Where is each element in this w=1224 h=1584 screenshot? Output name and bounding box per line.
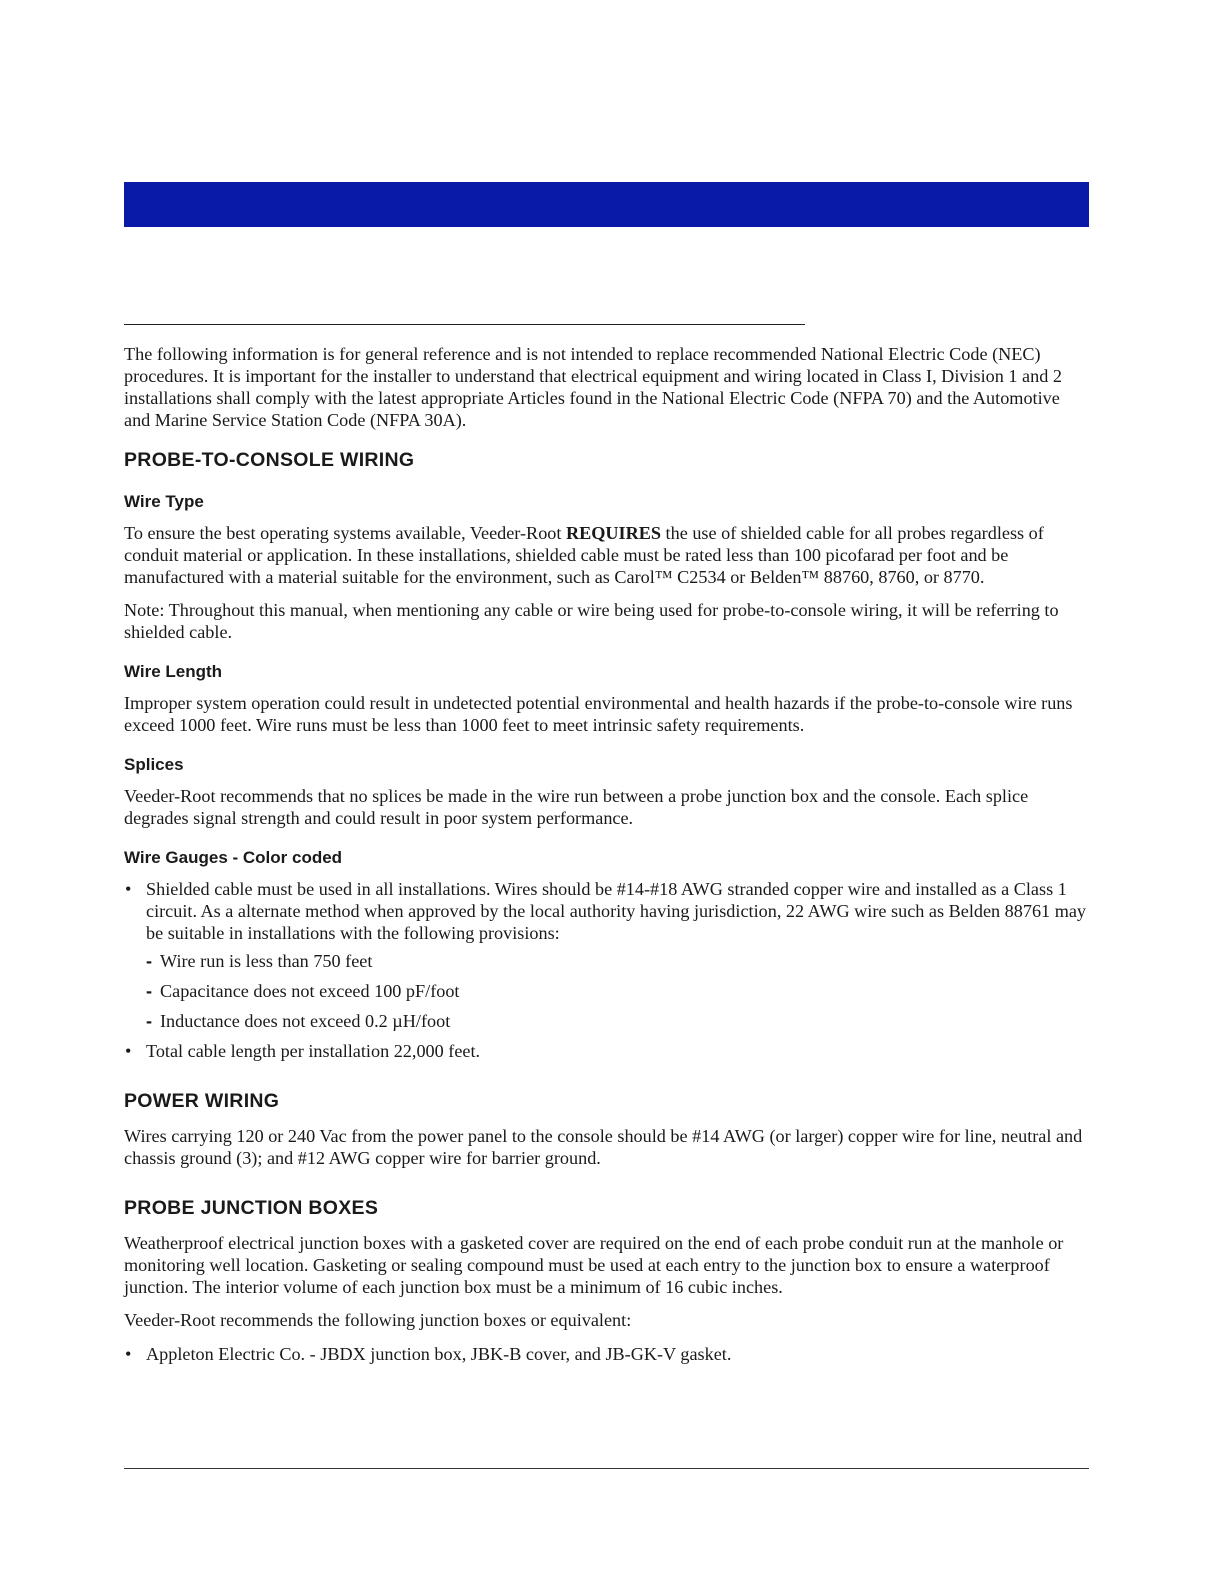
splices-heading: Splices xyxy=(124,755,184,774)
header-band xyxy=(124,182,1089,227)
list-item xyxy=(146,950,1089,972)
page-content xyxy=(124,343,1089,1365)
footer-divider xyxy=(124,1468,1089,1469)
shielded-cable-requirement: Shielded cable must be used in all installations. Wires should be #14-#18 AWG stranded copper wire and installed as a Class 1 circuit. As a alternate method when approved by the local authority having jurisdiction, 22 AWG wire such as Belden 88761 may be suitable in installations with the following provisions: xyxy=(146,879,1087,943)
appleton-junction-box: Appleton Electric Co. - JBDX junction box, JBK-B cover, and JB-GK-V gasket. xyxy=(146,1344,732,1364)
provision-inductance: Inductance does not exceed 0.2 µH/foot xyxy=(160,1011,451,1031)
junction-boxes-paragraph: Weatherproof electrical junction boxes with a gasketed cover are required on the end of each probe conduit run at the manhole or monitoring well location. Gasketing or sealing compound must be used at each entry to the junction box to ensure a waterproof junction. The interior volume of each junction box must be a minimum of 16 cubic inches. xyxy=(124,1233,1064,1297)
bullet-icon: • xyxy=(125,1344,132,1364)
list-item xyxy=(124,878,1089,1032)
shielded-cable-note: Note: Throughout this manual, when mentioning any cable or wire being used for probe-to-console wiring, it will be referring to shielded cable. xyxy=(124,600,1059,642)
provision-capacitance: Capacitance does not exceed 100 pF/foot xyxy=(160,981,460,1001)
bullet-icon: • xyxy=(125,1041,132,1061)
section-divider xyxy=(124,324,805,325)
wire-length-heading: Wire Length xyxy=(124,662,223,681)
bullet-icon: • xyxy=(125,879,132,899)
list-item xyxy=(146,1010,1089,1032)
junction-boxes-heading: PROBE JUNCTION BOXES xyxy=(124,1197,379,1219)
wire-gauges-heading: Wire Gauges - Color coded xyxy=(124,848,343,867)
list-item xyxy=(124,1040,1089,1062)
dash-icon: - xyxy=(146,1011,153,1031)
list-item xyxy=(124,1343,1089,1365)
wire-type-paragraph xyxy=(124,522,1089,588)
wire-gauges-list xyxy=(124,878,1089,1062)
intro-paragraph: The following information is for general reference and is not intended to replace recommended National Electric Code (NEC) procedures. It is important for the installer to understand that electrical equipment and wiring located in Class I, Division 1 and 2 installations shall comply with the latest appropriate Articles found in the National Electric Code (NFPA 70) and the Automotive and Marine Service Station Code (NFPA 30A). xyxy=(124,344,1062,430)
provision-wire-run: Wire run is less than 750 feet xyxy=(160,951,373,971)
power-wiring-paragraph: Wires carrying 120 or 240 Vac from the power panel to the console should be #14 AWG (or larger) copper wire for line, neutral and chassis ground (3); and #12 AWG copper wire for barrier ground. xyxy=(124,1126,1083,1168)
splices-paragraph: Veeder-Root recommends that no splices be made in the wire run between a probe junction box and the console. Each splice degrades signal strength and could result in poor system performance. xyxy=(124,786,1029,828)
dash-icon: - xyxy=(146,951,153,971)
probe-wiring-heading: PROBE-TO-CONSOLE WIRING xyxy=(124,449,415,471)
wire-type-text-before: To ensure the best operating systems available, Veeder-Root xyxy=(124,523,566,543)
junction-boxes-list xyxy=(124,1343,1089,1365)
provisions-list xyxy=(146,950,1089,1032)
junction-boxes-recommend: Veeder-Root recommends the following junction boxes or equivalent: xyxy=(124,1310,632,1330)
wire-type-heading: Wire Type xyxy=(124,492,204,511)
dash-icon: - xyxy=(146,981,153,1001)
wire-type-text-after: the use of shielded cable for all probes regardless of conduit material or application. In these installations, shielded cable must be rated less than 100 picofarad per foot and be manufactured with a material suitable for the environment, such as Carol™ C2534 or Belden™ 88760, 8760, or 8770. xyxy=(124,523,1044,587)
wire-length-paragraph: Improper system operation could result in undetected potential environmental and health hazards if the probe-to-console wire runs exceed 1000 feet. Wire runs must be less than 1000 feet to meet intrinsic safety requirements. xyxy=(124,693,1073,735)
power-wiring-heading: POWER WIRING xyxy=(124,1090,280,1112)
list-item xyxy=(146,980,1089,1002)
total-cable-length: Total cable length per installation 22,000 feet. xyxy=(146,1041,481,1061)
requires-emphasis: REQUIRES xyxy=(565,523,661,543)
